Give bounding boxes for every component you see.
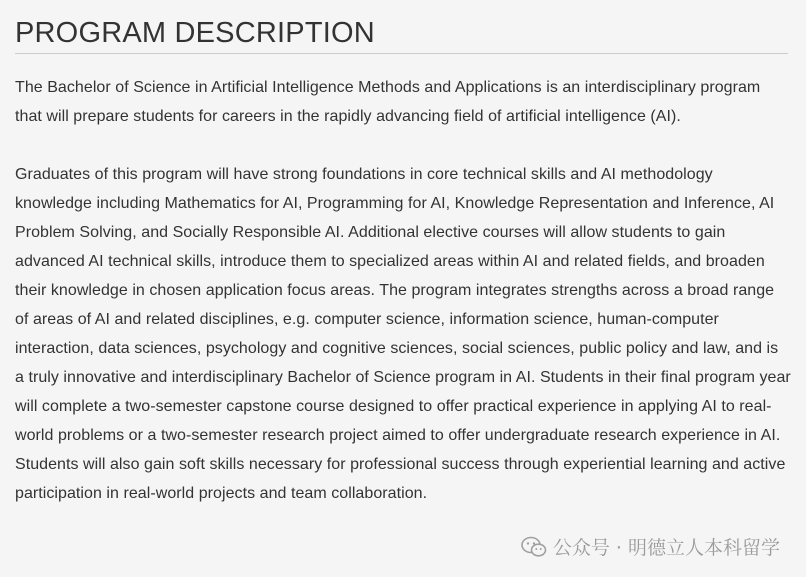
intro-paragraph: The Bachelor of Science in Artificial Intelligence Methods and Applications is an interdisciplinary program that will prepare students for careers in the rapidly advancing field of artificial intelligence (AI).: [15, 79, 761, 125]
program-description-section: [15, 0, 791, 508]
details-paragraph: Graduates of this program will have strong foundations in core technical skills and AI methodology knowledge including Mathematics for AI, Programming for AI, Knowledge Representation and Inference, AI Problem Solving, and Socially Responsible AI. Additional elective courses will allow students to gain advanced AI technical skills, introduce them to specialized areas within AI and related fields, and broaden their knowledge in chosen application focus areas. The program integrates strengths across a broad range of areas of AI and related disciplines, e.g. computer science, information science, human-computer interaction, data sciences, psychology and cognitive sciences, social sciences, public policy and law, and is a truly innovative and interdisciplinary Bachelor of Science program in AI. Students in their final program year will complete a two-semester capstone course designed to offer practical experience in applying AI to real-world problems or a two-semester research project aimed to offer undergraduate research experience in AI. Students will also gain soft skills necessary for professional success through experiential learning and active participation in real-world projects and team collaboration.: [15, 166, 791, 502]
title-divider: [15, 53, 788, 54]
watermark: [521, 533, 780, 560]
wechat-icon: [521, 536, 547, 558]
section-title: PROGRAM DESCRIPTION: [15, 17, 375, 49]
watermark-text: 公众号 · 明德立人本科留学: [552, 537, 780, 559]
